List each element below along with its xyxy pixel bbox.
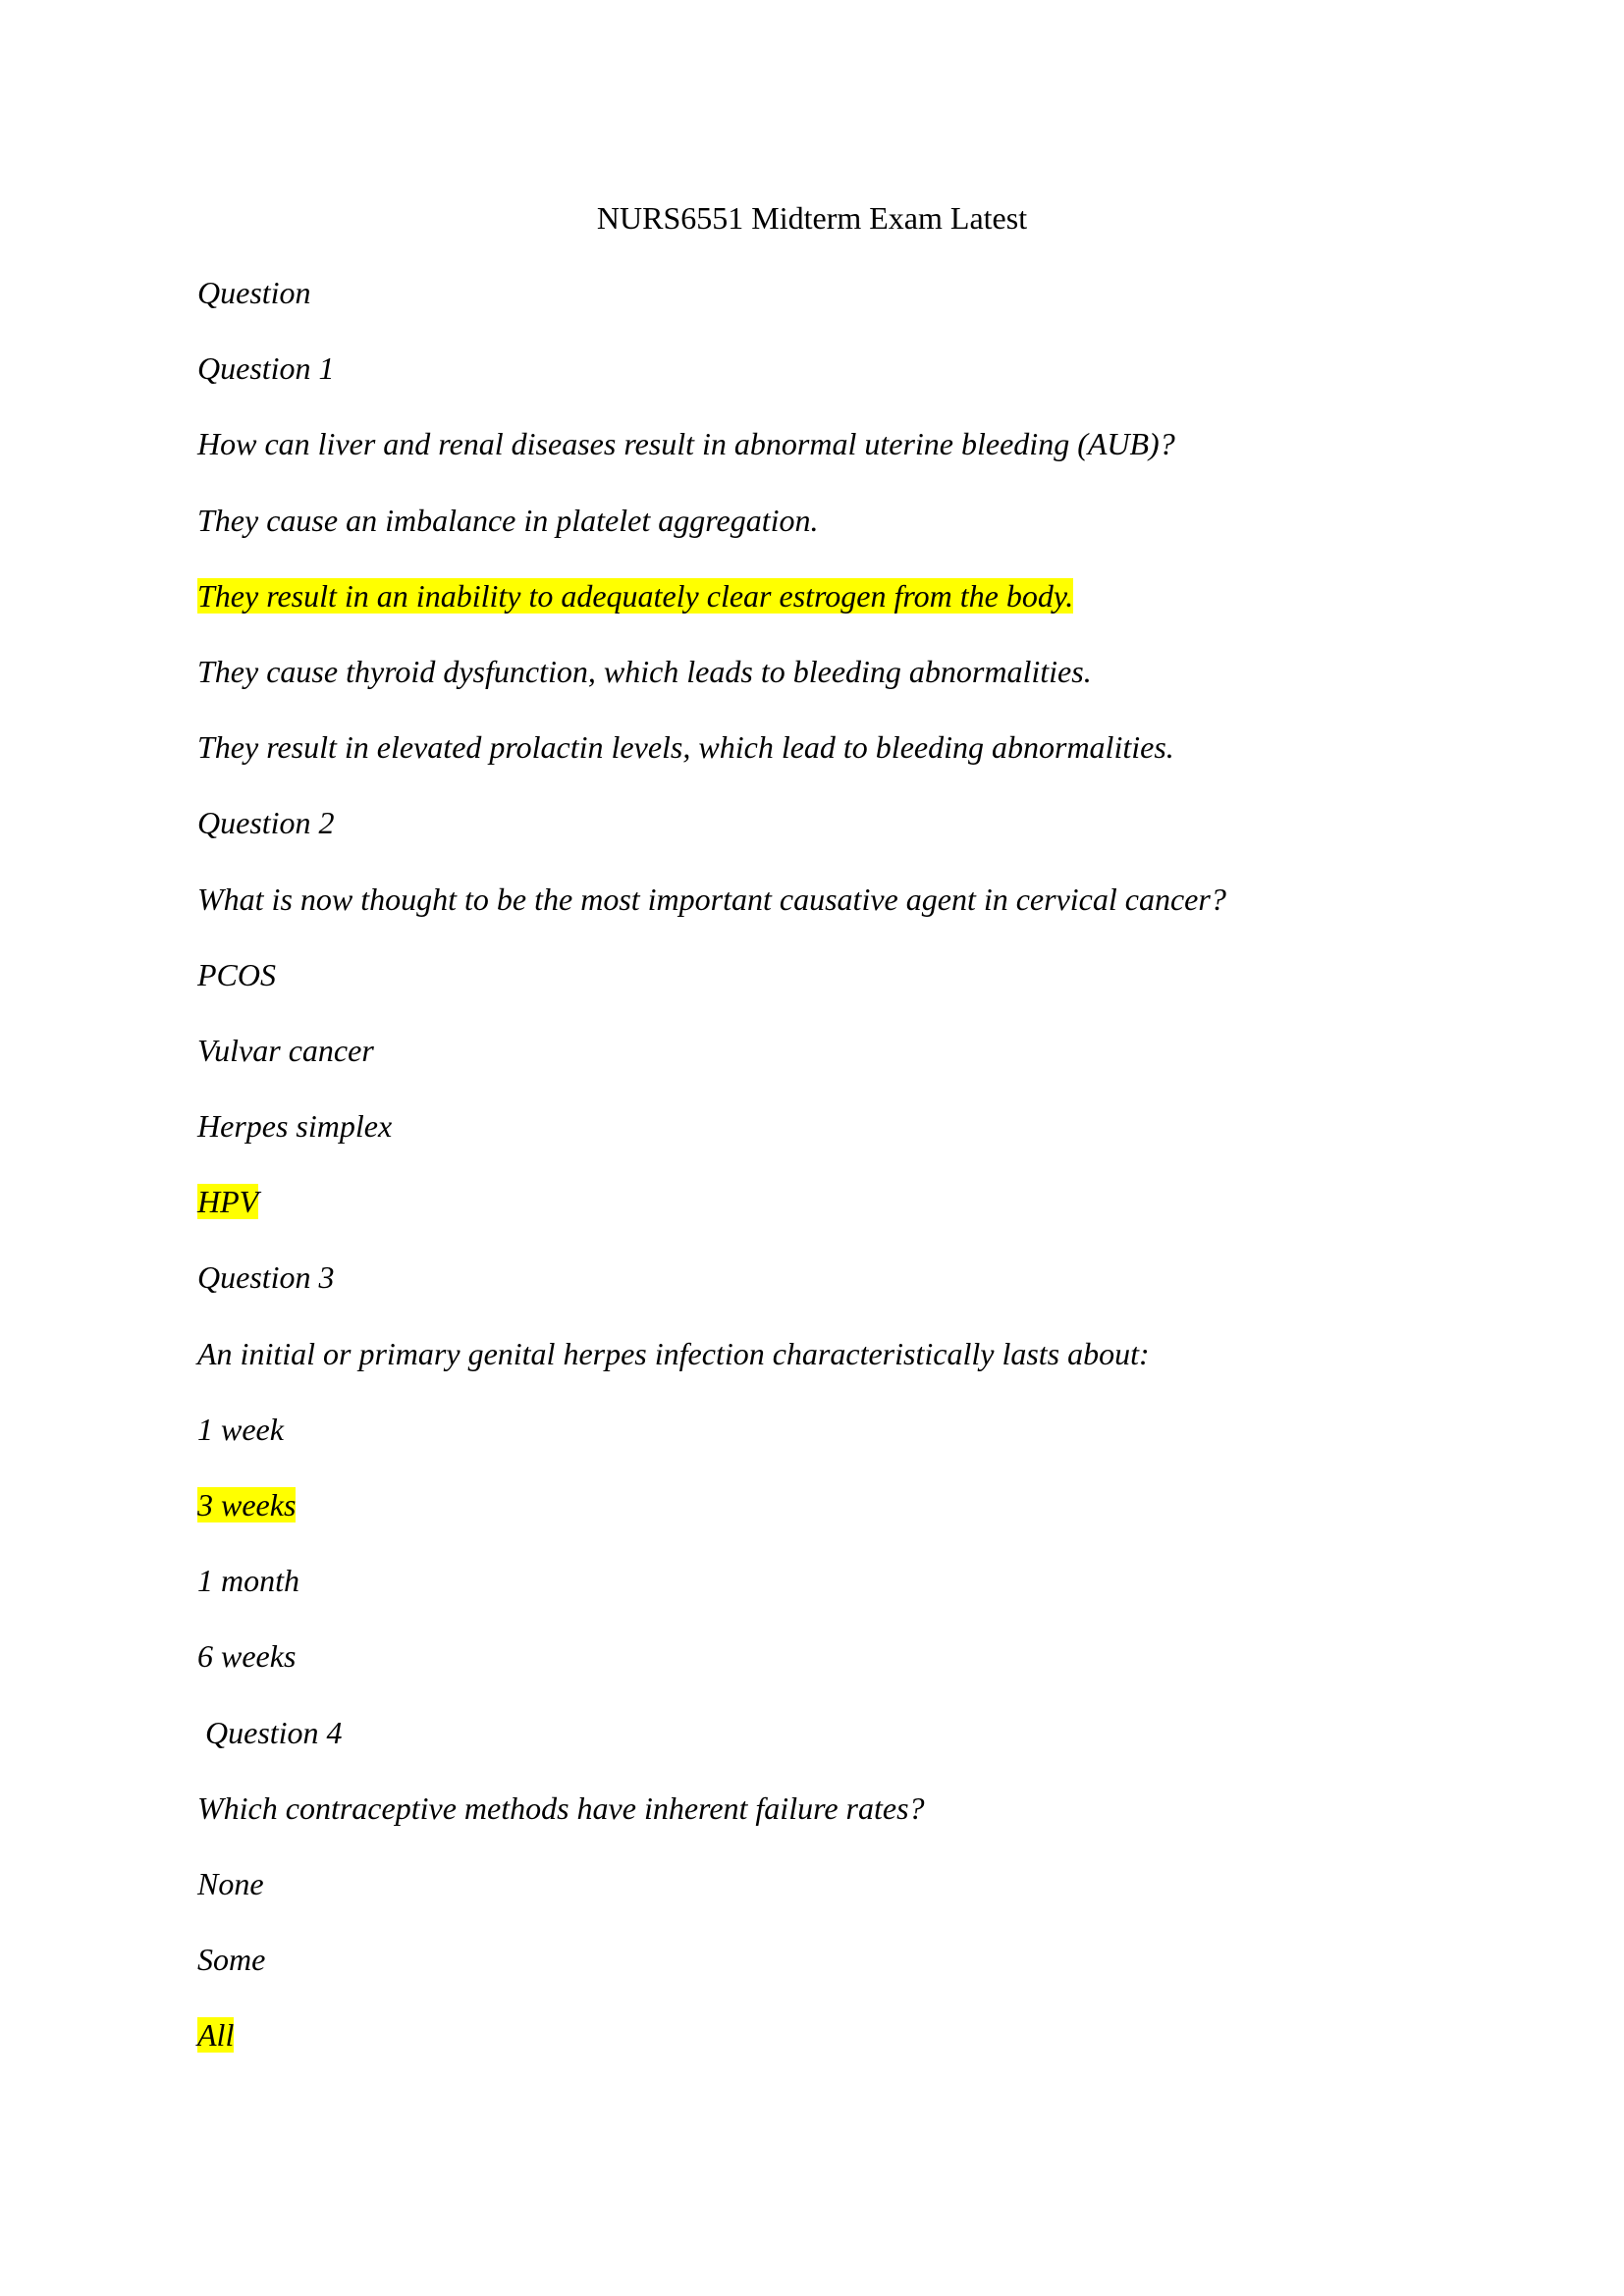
answer-option-correct [197,572,1474,619]
line-text: Some [197,1942,266,1978]
question-heading [197,1254,1474,1301]
line-text: Which contraceptive methods have inherent failure rates? [197,1789,925,1826]
answer-option [197,1027,1474,1074]
answer-option [197,1632,1474,1680]
question-text [197,1330,1474,1377]
line-text: Vulvar cancer [197,1032,374,1068]
document-body [197,269,1474,2088]
answer-option [197,1406,1474,1453]
line-text: An initial or primary genital herpes infection characteristically lasts about: [197,1335,1150,1371]
line-text: Question [197,275,311,310]
section-heading [197,269,1474,316]
question-heading [197,345,1474,392]
line-text: Question 1 [197,350,335,387]
answer-option-correct [197,1178,1474,1225]
document-title: NURS6551 Midterm Exam Latest [596,200,1028,236]
line-text: They result in elevated prolactin levels, which lead to bleeding abnormalities. [197,729,1174,766]
line-text: Question 2 [197,805,335,841]
highlighted-answer: They result in an inability to adequately clear estrogen from the body. [197,577,1074,614]
line-text: Question 4 [205,1714,343,1750]
line-text: 6 weeks [197,1638,297,1675]
line-text: 1 week [197,1411,284,1447]
answer-option [197,1860,1474,1907]
answer-option-correct [197,2011,1474,2058]
answer-option [197,1102,1474,1149]
question-heading [197,1709,1474,1756]
answer-option [197,951,1474,998]
highlighted-answer: All [197,2017,235,2054]
question-text [197,1785,1474,1832]
answer-option [197,497,1474,544]
answer-option [197,1936,1474,1983]
line-text: They cause thyroid dysfunction, which leads to bleeding abnormalities. [197,653,1092,689]
highlighted-answer: HPV [197,1184,259,1220]
highlighted-answer: 3 weeks [197,1487,297,1522]
answer-option-correct [197,1481,1474,1528]
answer-option [197,648,1474,695]
line-text: Question 3 [197,1259,335,1296]
line-text: How can liver and renal diseases result in abnormal uterine bleeding (AUB)? [197,426,1175,462]
line-text: Herpes simplex [197,1108,393,1145]
line-text: They cause an imbalance in platelet aggregation. [197,502,819,538]
question-heading [197,799,1474,846]
line-text: 1 month [197,1563,299,1599]
line-text: What is now thought to be the most important causative agent in cervical cancer? [197,881,1226,917]
line-text: PCOS [197,956,276,992]
question-text [197,876,1474,923]
line-text: None [197,1865,264,1901]
answer-option [197,1557,1474,1604]
answer-option [197,723,1474,771]
question-text [197,420,1474,467]
